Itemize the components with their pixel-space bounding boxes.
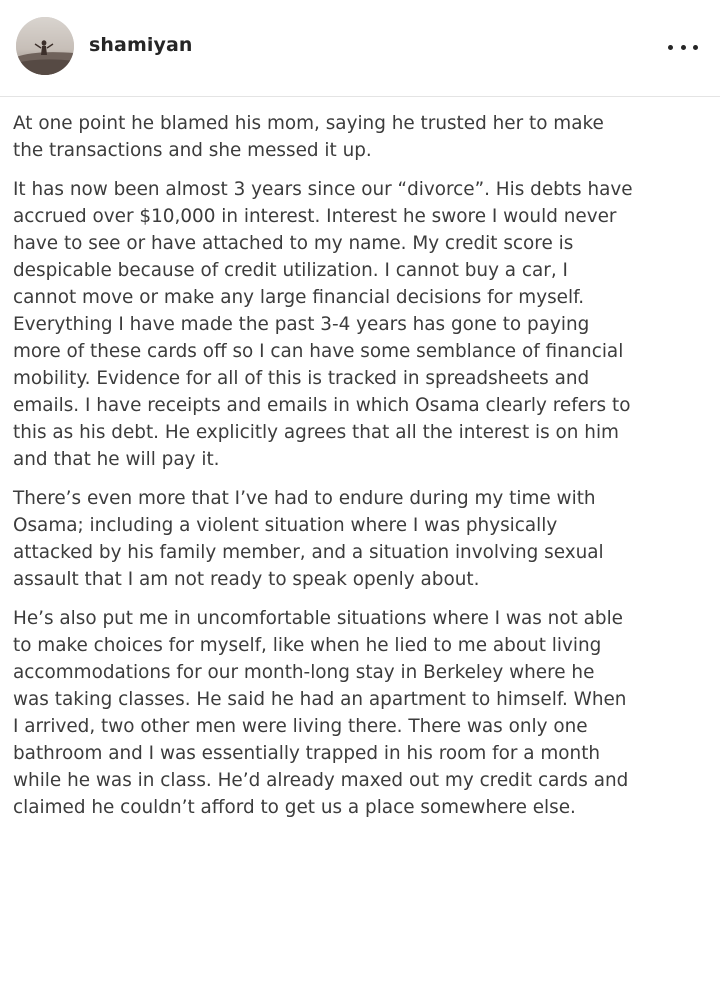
profile-photo: [16, 17, 74, 75]
caption-paragraph: It has now been almost 3 years since our “divorce”. His debts have accrued over $10,000 in interest. Interest he swore I would never have to see or have attached to my name. My credit score is despicable because of credit utilization. I cannot buy a car, I cannot move or make any large financial decisions for myself. Everything I have made the past 3-4 years has gone to paying more of these cards off so I can have some semblance of financial mobility. Evidence for all of this is tracked in spreadsheets and emails. I have receipts and emails in which Osama clearly refers to this as his debt. He explicitly agrees that all the interest is on him and that he will pay it.: [13, 179, 633, 470]
username[interactable]: shamiyan: [89, 34, 193, 56]
caption-paragraph: He’s also put me in uncomfortable situations where I was not able to make choices for myself, like when he lied to me about living accommodations for our month-long stay in Berkeley where he was taking classes. He said he had an apartment to himself. When I arrived, two other men were living there. There was only one bathroom and I was essentially trapped in his room for a month while he was in class. He’d already maxed out my credit cards and claimed he couldn’t afford to get us a place somewhere else.: [13, 608, 629, 818]
more-options-icon[interactable]: [668, 40, 698, 54]
dot: [681, 45, 686, 50]
caption-paragraph: At one point he blamed his mom, saying he trusted her to make the transactions and she messed it up.: [13, 113, 604, 161]
caption-paragraph: There’s even more that I’ve had to endure during my time with Osama; including a violent situation where I was physically attacked by his family member, and a situation involving sexual assault that I am not ready to speak openly about.: [13, 488, 604, 590]
post-header: [0, 0, 720, 97]
avatar[interactable]: [16, 17, 74, 75]
dot: [693, 45, 698, 50]
post-caption: [13, 110, 713, 833]
dot: [668, 45, 673, 50]
